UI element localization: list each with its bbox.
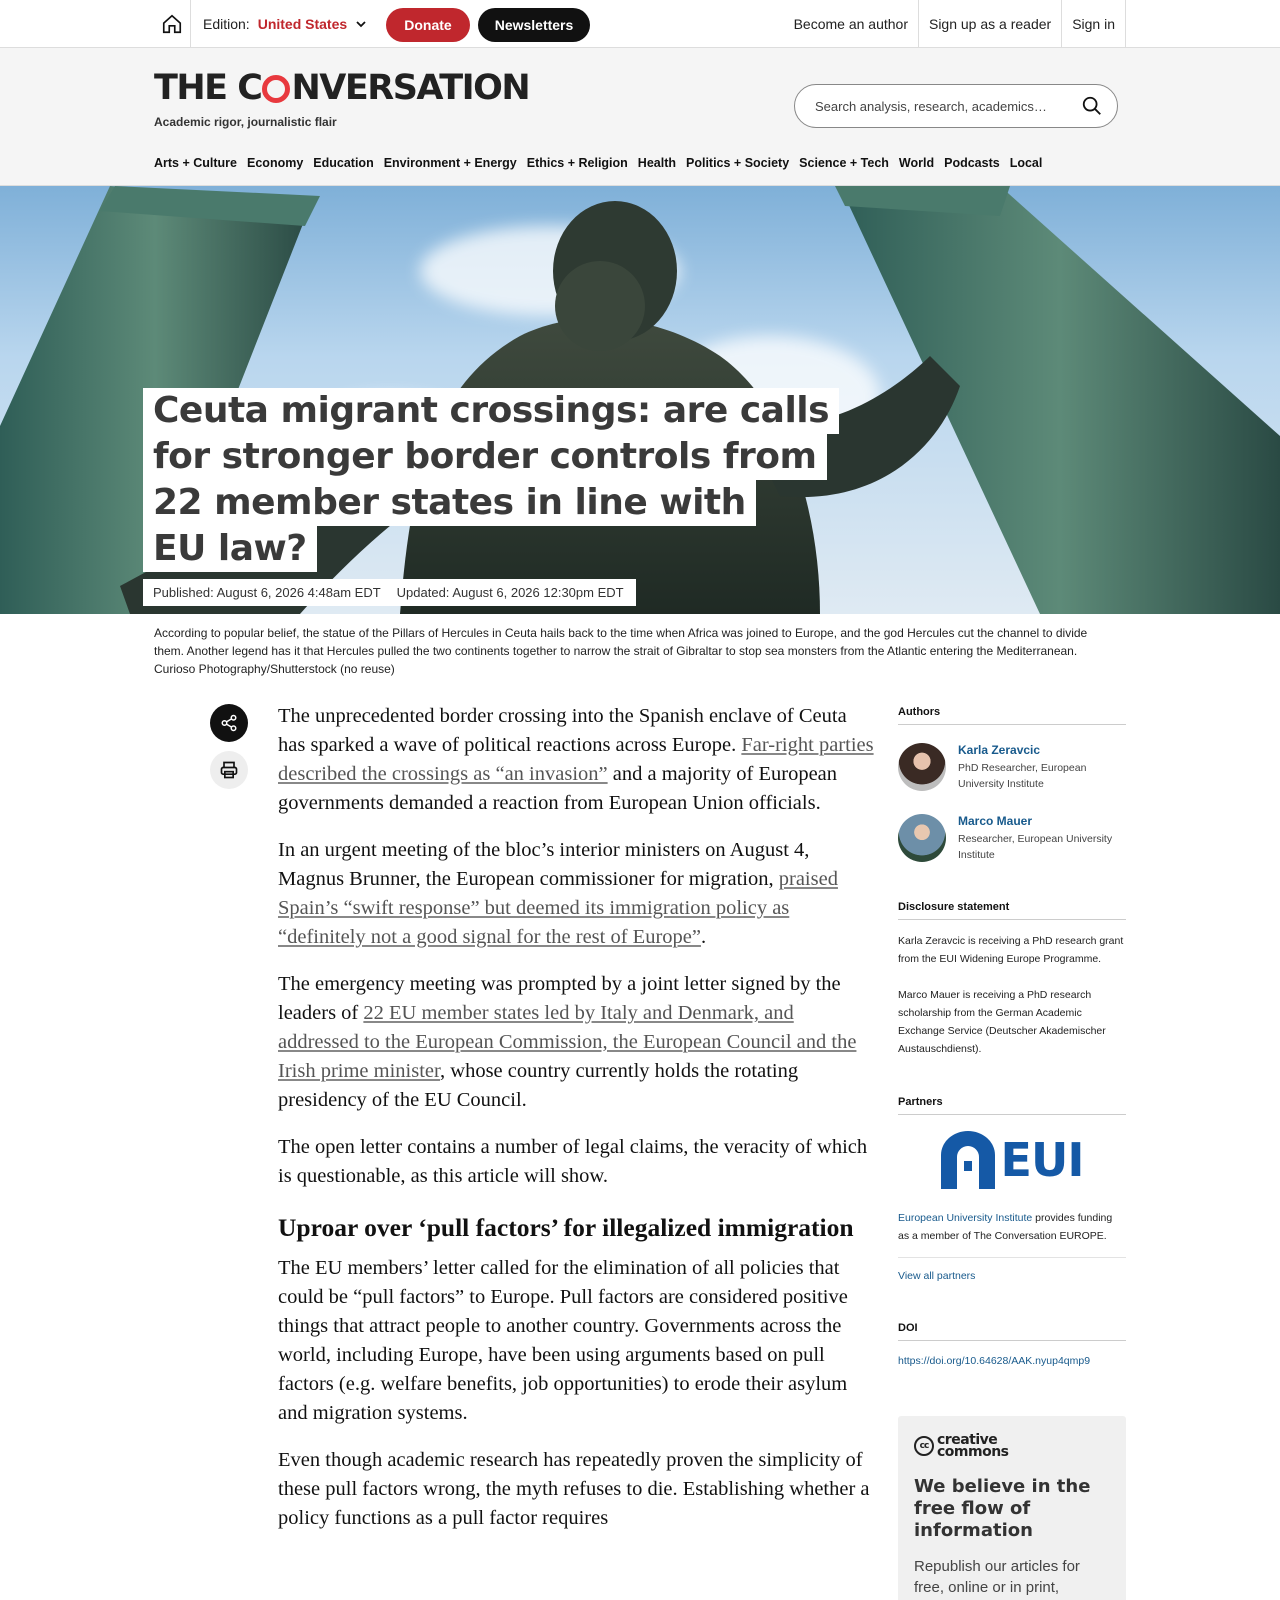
republish-box (898, 1416, 1126, 1600)
home-icon (161, 13, 183, 35)
nav-education[interactable]: Education (313, 156, 374, 170)
nav-local[interactable]: Local (1009, 156, 1043, 170)
become-author-link[interactable]: Become an author (793, 16, 908, 32)
paragraph: The EU members’ letter called for the elimination of all policies that could be “pull factors” to Europe. Pull factors are considered positive things that attract people to another country. Governments across the world, including Europe, have been using arguments based on pull factors (e.g. welfare benefits, job opportunities) to erode their asylum and migration systems. (278, 1257, 848, 1424)
republish-title: We believe in the free flow of information (914, 1476, 1091, 1541)
inline-link[interactable]: Far-right parties described the crossings as “an invasion” (278, 734, 874, 785)
tagline: Academic rigor, journalistic flair (154, 115, 337, 129)
paragraph: The unprecedented border crossing into the Spanish enclave of Ceuta has sparked a wave of political reactions across Europe. Far-right parties described the crossings as “an invasion” and a majority of European governments demanded a reaction from European Union officials. (278, 705, 874, 814)
disclosure-text: Karla Zeravcic is receiving a PhD research grant from the EUI Widening Europe Programme. (898, 935, 1124, 965)
author-name-link[interactable]: Marco Mauer (958, 814, 1033, 828)
sign-in-link[interactable]: Sign in (1061, 0, 1126, 48)
author-name-link[interactable]: Karla Zeravcic (958, 743, 1041, 757)
doi-heading: DOI (898, 1322, 1126, 1341)
home-button[interactable] (154, 0, 191, 48)
article-headline (143, 388, 843, 572)
logo-text-end: NVERSATION (291, 68, 530, 108)
disclosure-statement (898, 932, 1126, 1058)
edition-label: Edition: (203, 16, 250, 32)
headline-line: EU law? (143, 526, 317, 572)
nav-ethics-religion[interactable]: Ethics + Religion (526, 156, 628, 170)
newsletters-button[interactable]: Newsletters (478, 8, 590, 42)
site-logo[interactable] (154, 68, 529, 108)
nav-science-tech[interactable]: Science + Tech (799, 156, 889, 170)
partners-heading: Partners (898, 1096, 1126, 1115)
section-nav (154, 156, 1042, 170)
disclosure-heading: Disclosure statement (898, 901, 1126, 920)
author-card (898, 743, 1126, 792)
print-icon (219, 760, 239, 780)
nav-podcasts[interactable]: Podcasts (944, 156, 1000, 170)
search-icon[interactable] (1081, 95, 1103, 117)
eui-logo-text: EUI (1000, 1133, 1084, 1187)
headline-line: Ceuta migrant crossings: are calls (143, 388, 839, 434)
paragraph: In an urgent meeting of the bloc’s interior ministers on August 4, Magnus Brunner, the European commissioner for migration, praised Spain’s “swift response” but deemed its immigration policy as “definitely not a good signal for the rest of Europe”. (278, 839, 838, 948)
republish-text: Republish our articles for free, online or in print, (914, 1558, 1080, 1596)
nav-health[interactable]: Health (637, 156, 676, 170)
paragraph: The emergency meeting was prompted by a joint letter signed by the leaders of 22 EU member states led by Italy and Denmark, and addressed to the European Commission, the European Council and the Irish prime minister, whose country currently holds the rotating presidency of the EU Council. (278, 973, 857, 1111)
chevron-down-icon (355, 18, 367, 30)
nav-economy[interactable]: Economy (247, 156, 304, 170)
avatar[interactable] (898, 743, 946, 791)
author-role: PhD Researcher, European University Institute (958, 762, 1087, 790)
doi-link[interactable]: https://doi.org/10.64628/AAK.nyup4qmp9 (898, 1355, 1091, 1367)
updated-date: Updated: August 6, 2026 12:30pm EDT (396, 585, 624, 600)
edition-value: United States (257, 16, 348, 32)
authors-heading: Authors (898, 706, 1126, 725)
nav-world[interactable]: World (898, 156, 935, 170)
donate-button[interactable]: Donate (386, 8, 470, 42)
author-role: Researcher, European University Institute (958, 833, 1113, 861)
share-button[interactable] (210, 704, 248, 742)
nav-arts-culture[interactable]: Arts + Culture (154, 156, 238, 170)
edition-selector[interactable] (203, 16, 367, 32)
partner-link[interactable]: European University Institute (898, 1212, 1033, 1224)
logo-o-icon (262, 75, 290, 103)
cc-logo-text: creative (937, 1432, 998, 1448)
print-button[interactable] (210, 751, 248, 789)
account-links (784, 0, 1126, 48)
headline-line: for stronger border controls from (143, 434, 827, 480)
nav-politics-society[interactable]: Politics + Society (686, 156, 790, 170)
inline-link[interactable]: praised Spain’s “swift response” but deemed its immigration policy as “definitely not a good signal for the rest of Europe” (278, 868, 838, 948)
article-dates (143, 579, 636, 606)
headline-line: 22 member states in line with (143, 480, 756, 526)
search-box (794, 84, 1118, 128)
search-input[interactable] (815, 99, 1081, 114)
top-utility-bar (0, 0, 1280, 48)
article-sidebar (898, 706, 1126, 1367)
inline-link[interactable]: 22 EU member states led by Italy and Denmark, and addressed to the European Commission, the European Council and the Irish prime minister (278, 1002, 857, 1082)
partner-description: European University Institute provides funding as a member of The Conversation EUROPE. (898, 1209, 1126, 1258)
paragraph: Even though academic research has repeatedly proven the simplicity of these pull factors wrong, the myth refuses to die. Establishing whether a policy functions as a pull factor requires (278, 1449, 870, 1529)
section-heading: Uproar over ‘pull factors’ for illegalized immigration (278, 1213, 854, 1242)
avatar[interactable] (898, 814, 946, 862)
sign-up-link[interactable]: Sign up as a reader (918, 0, 1061, 48)
creative-commons-logo (914, 1434, 1110, 1458)
eui-arch-icon (941, 1131, 995, 1189)
disclosure-text: Marco Mauer is receiving a PhD research scholarship from the German Academic Exchange Service (Deutscher Akademischer Austauschdienst). (898, 989, 1106, 1055)
author-card (898, 814, 1126, 863)
cc-icon: cc (914, 1436, 934, 1456)
published-date: Published: August 6, 2026 4:48am EDT (153, 585, 381, 600)
nav-environment-energy[interactable]: Environment + Energy (383, 156, 517, 170)
share-icon (220, 714, 238, 732)
masthead (0, 48, 1280, 186)
logo-text-start: THE C (154, 68, 262, 108)
image-caption: According to popular belief, the statue of the Pillars of Hercules in Ceuta hails back to the time when Africa was joined to Europe, and the god Hercules cut the channel to divide them. Another legend has it that Hercules pulled the two continents together to narrow the strait of Gibraltar to stop sea monsters from the Atlantic entering the Mediterranean. Curioso Photography/Shutterstock (no reuse) (154, 626, 1088, 676)
paragraph: The open letter contains a number of legal claims, the veracity of which is questionable, as this article will show. (278, 1136, 868, 1187)
cc-logo-text: commons (937, 1444, 1009, 1460)
eui-logo[interactable] (898, 1131, 1126, 1189)
view-all-partners-link[interactable]: View all partners (898, 1270, 976, 1282)
article-body (278, 702, 878, 1551)
